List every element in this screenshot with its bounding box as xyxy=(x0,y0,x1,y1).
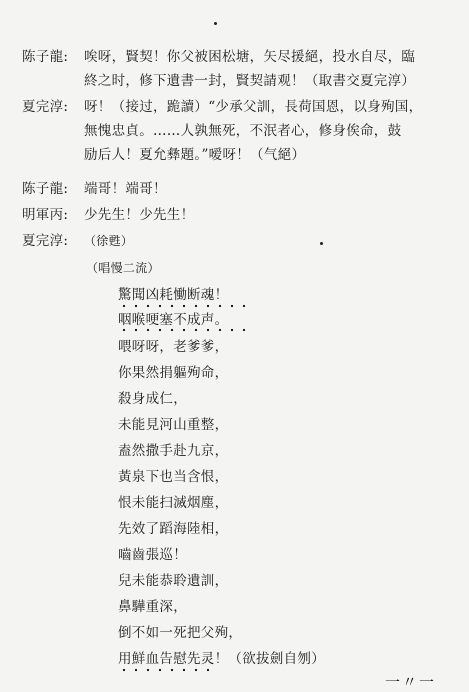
dialogue-line xyxy=(22,48,415,66)
speaker-name: 夏完淳: xyxy=(22,99,69,115)
verse-line: 倒不如一死把父殉， xyxy=(118,625,243,641)
verse-line: 恨未能扫滅烟塵， xyxy=(118,495,229,511)
verse-line: 驚聞凶耗慟断魂！ xyxy=(118,287,229,303)
speech-continuation xyxy=(84,122,401,140)
speech-continuation xyxy=(84,146,305,164)
ink-speck xyxy=(214,22,217,25)
speaker-name: 夏完淳: xyxy=(22,233,69,249)
verse-line: 用鮮血告慰先灵！（欲拔劍自刎） xyxy=(118,651,325,667)
verse-line: 嚙齒張巡！ xyxy=(118,547,187,563)
speaker-name: 明軍丙: xyxy=(22,207,69,223)
verse-line: 鼻驊重深， xyxy=(118,599,187,615)
speech-text: 呀！（接过，跪讀）“少承父訓，長荷国恩，以身殉国， xyxy=(84,99,423,115)
verse-line: 兒未能恭聆遺訓， xyxy=(118,573,229,589)
dialogue-line xyxy=(22,180,167,198)
speech-continuation xyxy=(84,72,415,90)
verse-line: 盍然撒手赴九京， xyxy=(118,443,229,459)
speaker-name: 陈子龍: xyxy=(22,49,69,65)
speech-text: 終之时，修下遺書一封，賢契請观！（取書交夏完淳） xyxy=(84,73,416,89)
dialogue-line xyxy=(22,232,133,250)
verse-line: 未能見河山重整， xyxy=(118,417,229,433)
aria-heading: （唱慢二流） xyxy=(86,261,160,275)
verse-line: 你果然捐軀殉命， xyxy=(118,365,229,381)
emphasis-dots xyxy=(118,328,248,332)
emphasis-dots xyxy=(118,304,248,308)
verse-line: 咽喉哽塞不成声。 xyxy=(118,312,229,328)
speaker-name: 陈子龍: xyxy=(22,181,69,197)
page-number: 一〃一 xyxy=(385,673,437,691)
verse-line: 黃泉下也当含恨， xyxy=(118,469,229,485)
speech-text: 励后人！夏允彝題。”嗳呀！（气絕） xyxy=(84,147,306,163)
verse-line: 先效了蹈海陸相， xyxy=(118,521,229,537)
speech-text: 唉呀，賢契！你父被困松塘，矢尽援絕，投水自尽，臨 xyxy=(84,49,416,65)
stage-direction: （徐甦） xyxy=(84,234,134,248)
dialogue-line xyxy=(22,98,422,116)
speech-text: 少先生！少先生！ xyxy=(84,207,195,223)
ink-speck xyxy=(320,242,323,245)
speech-text: 無愧忠貞。……人孰無死，不泯者心，修身俟命，鼓 xyxy=(84,123,402,139)
verse-line: 殺身成仁， xyxy=(118,391,187,407)
verse-line: 喂呀呀，老爹爹， xyxy=(118,339,229,355)
dialogue-line xyxy=(22,206,194,224)
emphasis-dots xyxy=(118,668,218,672)
speech-text: 端哥！端哥！ xyxy=(84,181,167,197)
